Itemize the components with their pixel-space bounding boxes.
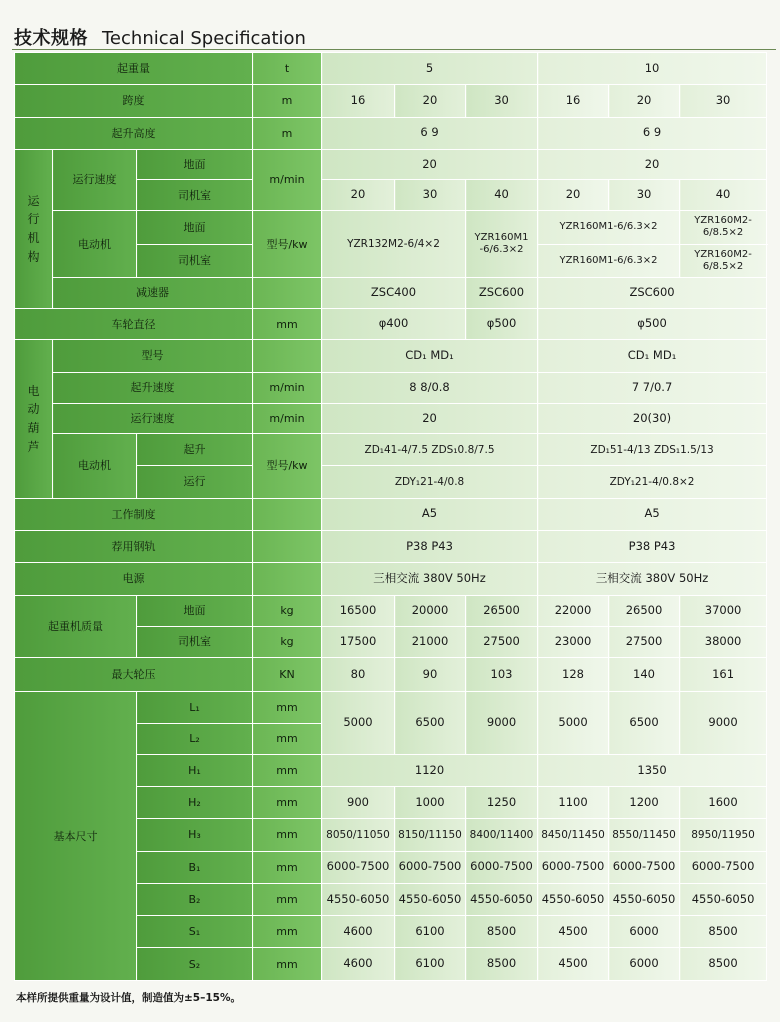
value-cell: 4500 xyxy=(538,948,609,981)
unit-cell: mm xyxy=(253,692,322,723)
row-label: 起升速度 xyxy=(53,372,253,403)
table-row xyxy=(15,563,767,595)
value-cell: 30 xyxy=(609,180,680,211)
value-cell: ZD₁41-4/7.5 ZDS₁0.8/7.5 xyxy=(322,434,538,466)
value-cell: YZR160M2-6/8.5×2 xyxy=(680,244,767,277)
value-cell: 23000 xyxy=(538,626,609,657)
row-label: 起重机质量 xyxy=(15,595,137,658)
value-cell: 16 xyxy=(538,85,609,117)
value-cell: 三相交流 380V 50Hz xyxy=(322,563,538,595)
value-cell: ZSC600 xyxy=(538,277,767,308)
value-cell: 6000 xyxy=(609,916,680,948)
row-label: 运行速度 xyxy=(53,149,137,211)
value-cell: 4600 xyxy=(322,916,395,948)
unit-cell: mm xyxy=(253,883,322,915)
value-cell: 128 xyxy=(538,658,609,692)
value-cell: 1200 xyxy=(609,787,680,819)
table-row xyxy=(15,692,767,723)
value-cell: 21000 xyxy=(395,626,466,657)
value-cell: A5 xyxy=(322,498,538,530)
value-cell: 7 7/0.7 xyxy=(538,372,767,403)
dim-symbol: L₂ xyxy=(137,723,253,754)
value-cell: 8500 xyxy=(680,948,767,981)
value-cell: ZD₁51-4/13 ZDS₁1.5/13 xyxy=(538,434,767,466)
value-cell: 8500 xyxy=(466,916,538,948)
unit-cell: t xyxy=(253,53,322,85)
value-cell: YZR160M1-6/6.3×2 xyxy=(538,244,680,277)
value-cell: 6 9 xyxy=(538,117,767,149)
value-cell: 27500 xyxy=(466,626,538,657)
value-cell: φ500 xyxy=(538,309,767,340)
title-cn: 技术规格 xyxy=(14,28,88,49)
row-label: 工作制度 xyxy=(15,498,253,530)
row-label: 起升高度 xyxy=(15,117,253,149)
unit-cell: KN xyxy=(253,658,322,692)
unit-cell: mm xyxy=(253,754,322,786)
value-cell: 40 xyxy=(680,180,767,211)
unit-cell: m/min xyxy=(253,372,322,403)
value-cell: ZDY₁21-4/0.8×2 xyxy=(538,466,767,498)
value-cell: 6000-7500 xyxy=(609,851,680,883)
unit-cell: mm xyxy=(253,787,322,819)
value-cell: 8500 xyxy=(466,948,538,981)
table-row xyxy=(15,277,767,308)
value-cell: 8050/11050 xyxy=(322,819,395,851)
value-cell: 6000-7500 xyxy=(680,851,767,883)
value-cell: 4550-6050 xyxy=(466,883,538,915)
unit-cell: m/min xyxy=(253,403,322,433)
table-row xyxy=(15,149,767,179)
value-cell: ZSC400 xyxy=(322,277,466,308)
value-cell: 4600 xyxy=(322,948,395,981)
value-cell: 90 xyxy=(395,658,466,692)
value-cell: P38 P43 xyxy=(538,530,767,562)
value-cell: A5 xyxy=(538,498,767,530)
unit-cell: mm xyxy=(253,851,322,883)
section-label-hoist: 电 动 葫 芦 xyxy=(15,340,53,498)
value-cell: 6500 xyxy=(395,692,466,755)
value-cell: 140 xyxy=(609,658,680,692)
value-cell: 16 xyxy=(322,85,395,117)
value-cell: 8500 xyxy=(680,916,767,948)
row-label: 型号 xyxy=(53,340,253,372)
table-row xyxy=(15,595,767,626)
value-cell: 20000 xyxy=(395,595,466,626)
table-row xyxy=(15,498,767,530)
value-cell: 6500 xyxy=(609,692,680,755)
value-cell: φ500 xyxy=(466,309,538,340)
row-label: 电源 xyxy=(15,563,253,595)
page-title xyxy=(14,24,306,50)
title-rule xyxy=(12,49,776,50)
value-cell: 三相交流 380V 50Hz xyxy=(538,563,767,595)
table-row xyxy=(15,658,767,692)
value-cell: 6000-7500 xyxy=(322,851,395,883)
table-row xyxy=(15,340,767,372)
value-cell: ZSC600 xyxy=(466,277,538,308)
value-cell: 4550-6050 xyxy=(538,883,609,915)
value-cell: 5000 xyxy=(538,692,609,755)
value-cell: 6100 xyxy=(395,916,466,948)
value-cell: 20 xyxy=(322,180,395,211)
value-cell: 1350 xyxy=(538,754,767,786)
value-cell: 8 8/0.8 xyxy=(322,372,538,403)
value-cell: YZR160M1-6/6.3×2 xyxy=(538,211,680,244)
value-cell: 1100 xyxy=(538,787,609,819)
value-cell: 1600 xyxy=(680,787,767,819)
table-row xyxy=(15,309,767,340)
value-cell: CD₁ MD₁ xyxy=(322,340,538,372)
value-cell: ZDY₁21-4/0.8 xyxy=(322,466,538,498)
sub-label: 起升 xyxy=(137,434,253,466)
sub-label: 司机室 xyxy=(137,180,253,211)
value-cell: 4550-6050 xyxy=(609,883,680,915)
table-row xyxy=(15,434,767,466)
value-cell: 1250 xyxy=(466,787,538,819)
dim-symbol: H₂ xyxy=(137,787,253,819)
unit-cell: mm xyxy=(253,309,322,340)
value-cell: 6000-7500 xyxy=(395,851,466,883)
value-cell: 4550-6050 xyxy=(680,883,767,915)
value-cell: 10 xyxy=(538,53,767,85)
value-cell: 103 xyxy=(466,658,538,692)
row-label: 电动机 xyxy=(53,211,137,278)
sub-label: 司机室 xyxy=(137,244,253,277)
value-cell: P38 P43 xyxy=(322,530,538,562)
unit-cell xyxy=(253,340,322,372)
table-row xyxy=(15,117,767,149)
value-cell: 8450/11450 xyxy=(538,819,609,851)
value-cell: 20 xyxy=(395,85,466,117)
title-en: Technical Specification xyxy=(102,28,306,49)
value-cell: 1120 xyxy=(322,754,538,786)
value-cell: 20 xyxy=(538,149,767,179)
value-cell: 80 xyxy=(322,658,395,692)
row-label: 最大轮压 xyxy=(15,658,253,692)
row-label: 起重量 xyxy=(15,53,253,85)
value-cell: 30 xyxy=(466,85,538,117)
value-cell: 6 9 xyxy=(322,117,538,149)
value-cell: 20(30) xyxy=(538,403,767,433)
value-cell: 4500 xyxy=(538,916,609,948)
unit-cell: mm xyxy=(253,819,322,851)
dim-symbol: S₁ xyxy=(137,916,253,948)
dim-symbol: H₁ xyxy=(137,754,253,786)
unit-cell: 型号/kw xyxy=(253,434,322,499)
dim-symbol: H₃ xyxy=(137,819,253,851)
value-cell: 5 xyxy=(322,53,538,85)
table-row xyxy=(15,85,767,117)
sub-label: 地面 xyxy=(137,595,253,626)
value-cell: 40 xyxy=(466,180,538,211)
value-cell: 6000 xyxy=(609,948,680,981)
value-cell: 8950/11950 xyxy=(680,819,767,851)
sub-label: 地面 xyxy=(137,211,253,244)
unit-cell: 型号/kw xyxy=(253,211,322,278)
value-cell: φ400 xyxy=(322,309,466,340)
value-cell: 900 xyxy=(322,787,395,819)
unit-cell: m xyxy=(253,117,322,149)
sub-label: 司机室 xyxy=(137,626,253,657)
value-cell: YZR132M2-6/4×2 xyxy=(322,211,466,278)
value-cell: 6000-7500 xyxy=(466,851,538,883)
unit-cell: m/min xyxy=(253,149,322,211)
value-cell: 161 xyxy=(680,658,767,692)
value-cell: 9000 xyxy=(680,692,767,755)
table-row xyxy=(15,530,767,562)
value-cell: 1000 xyxy=(395,787,466,819)
unit-cell: m xyxy=(253,85,322,117)
value-cell: 26500 xyxy=(466,595,538,626)
value-cell: 26500 xyxy=(609,595,680,626)
value-cell: YZR160M2-6/8.5×2 xyxy=(680,211,767,244)
row-label: 运行速度 xyxy=(53,403,253,433)
unit-cell xyxy=(253,498,322,530)
value-cell: 16500 xyxy=(322,595,395,626)
value-cell: 9000 xyxy=(466,692,538,755)
table-row xyxy=(15,53,767,85)
value-cell: 5000 xyxy=(322,692,395,755)
value-cell: 6000-7500 xyxy=(538,851,609,883)
value-cell: 27500 xyxy=(609,626,680,657)
value-cell: 20 xyxy=(538,180,609,211)
unit-cell xyxy=(253,563,322,595)
value-cell: 30 xyxy=(680,85,767,117)
row-label: 电动机 xyxy=(53,434,137,499)
value-cell: 8150/11150 xyxy=(395,819,466,851)
section-label-run-mechanism: 运 行 机 构 xyxy=(15,149,53,308)
value-cell: 20 xyxy=(322,149,538,179)
sub-label: 运行 xyxy=(137,466,253,498)
unit-cell xyxy=(253,530,322,562)
dim-symbol: L₁ xyxy=(137,692,253,723)
dim-symbol: S₂ xyxy=(137,948,253,981)
row-label: 车轮直径 xyxy=(15,309,253,340)
value-cell: 17500 xyxy=(322,626,395,657)
value-cell: 20 xyxy=(609,85,680,117)
unit-cell: mm xyxy=(253,723,322,754)
footnote: 本样所提供重量为设计值，制造值为±5–15%。 xyxy=(16,992,241,1004)
unit-cell: kg xyxy=(253,626,322,657)
row-label: 荐用钢轨 xyxy=(15,530,253,562)
table-row xyxy=(15,372,767,403)
row-label: 基本尺寸 xyxy=(15,692,137,981)
unit-cell: kg xyxy=(253,595,322,626)
value-cell: 4550-6050 xyxy=(322,883,395,915)
unit-cell xyxy=(253,277,322,308)
value-cell: 37000 xyxy=(680,595,767,626)
unit-cell: mm xyxy=(253,916,322,948)
value-cell: CD₁ MD₁ xyxy=(538,340,767,372)
dim-symbol: B₂ xyxy=(137,883,253,915)
unit-cell: mm xyxy=(253,948,322,981)
value-cell: 30 xyxy=(395,180,466,211)
value-cell: 4550-6050 xyxy=(395,883,466,915)
table-row xyxy=(15,211,767,244)
value-cell: 38000 xyxy=(680,626,767,657)
dim-symbol: B₁ xyxy=(137,851,253,883)
value-cell: YZR160M1 -6/6.3×2 xyxy=(466,211,538,278)
value-cell: 8550/11450 xyxy=(609,819,680,851)
value-cell: 22000 xyxy=(538,595,609,626)
table-row xyxy=(15,403,767,433)
value-cell: 20 xyxy=(322,403,538,433)
row-label: 减速器 xyxy=(53,277,253,308)
sub-label: 地面 xyxy=(137,149,253,179)
row-label: 跨度 xyxy=(15,85,253,117)
value-cell: 6100 xyxy=(395,948,466,981)
value-cell: 8400/11400 xyxy=(466,819,538,851)
spec-table xyxy=(14,52,767,981)
